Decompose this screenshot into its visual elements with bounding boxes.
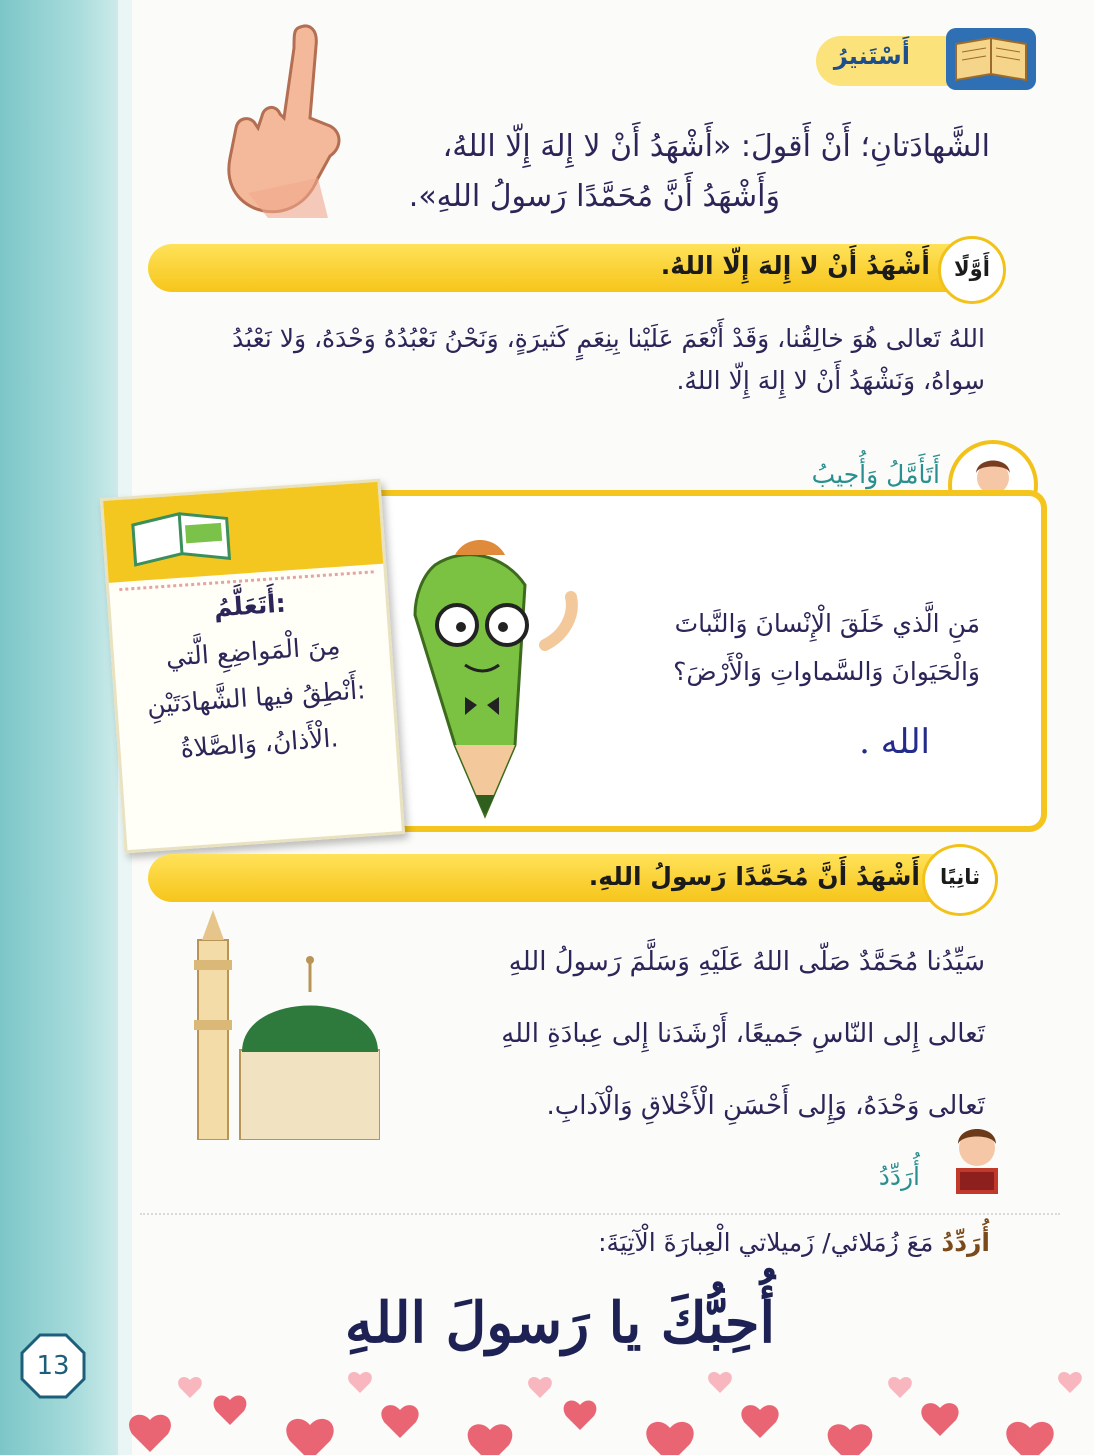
question-line-2: وَالْحَيَوانَ وَالسَّماواتِ وَالْأَرْضَ؟	[673, 657, 980, 686]
question-line-1: مَنِ الَّذي خَلَقَ الْإِنْسانَ وَالنَّباتَ	[674, 609, 980, 638]
section2-line-1: سَيِّدُنا مُحَمَّدٌ صَلّى اللهُ عَلَيْهِ وَسَلَّمَ رَسولُ اللهِ	[508, 947, 985, 977]
section1-paragraph: اللهُ تَعالى هُوَ خالِقُنا، وَقَدْ أَنْعَمَ عَلَيْنا بِنِعَمٍ كَثيرَةٍ، وَنَحْنُ نَعْبُدُهُ وَحْدَهُ، وَلا نَعْبُدُ سِواهُ، وَنَشْهَدُ أَنْ لا إِلهَ إِلّا اللهُ.	[232, 324, 985, 395]
arddid-instruction-rest: مَعَ زُمَلائي/ زَميلاتي الْعِبارَةَ الْآتِيَةَ:	[598, 1228, 942, 1257]
reading-boy-icon	[932, 1112, 1022, 1202]
note-line-2: أَنْطِقُ فيها الشَّهادَتَيْنِ:	[145, 675, 367, 720]
reading-boy-avatar	[932, 1112, 1022, 1202]
section1-badge: أَوَّلًا	[938, 236, 1006, 304]
pencil-character-icon	[395, 525, 595, 825]
open-book-icon	[123, 498, 238, 577]
section2-line-3: تَعالى وَحْدَهُ، وَإِلى أَحْسَنِ الْأَخْلاقِ وَالْآدابِ.	[546, 1091, 985, 1121]
section2-paragraph	[390, 926, 985, 1142]
note-text	[124, 574, 386, 775]
section2-line-2: تَعالى إِلى النّاسِ جَميعًا، أَرْشَدَنا إِلى عِبادَةِ اللهِ	[501, 1019, 985, 1049]
note-title: أَتَعَلَّمُ:	[212, 588, 287, 623]
shahadatan-line-1: الشَّهادَتانِ؛ أَنْ أَقولَ: «أَشْهَدُ أَنْ لا إِلهَ إِلّا اللهُ،	[442, 129, 990, 164]
note-line-1: مِنَ الْمَواضِعِ الَّتي	[164, 630, 342, 672]
arddid-label: أُرَدِّدُ	[878, 1162, 920, 1191]
section1-title: أَشْهَدُ أَنْ لا إِلهَ إِلّا اللهُ.	[660, 251, 930, 280]
section2-title: أَشْهَدُ أَنَّ مُحَمَّدًا رَسولُ اللهِ.	[588, 862, 920, 891]
ataamal-label: أَتَأَمَّلُ وَأُجيبُ	[811, 460, 940, 489]
istanir-label: أَسْتَنيرُ	[833, 42, 910, 70]
note-header	[103, 482, 383, 583]
hearts-border	[110, 1340, 1094, 1455]
learn-note-card	[100, 479, 405, 854]
arddid-instruction-bold: أُرَدِّدُ	[941, 1228, 990, 1257]
prophet-mosque-icon	[180, 900, 380, 1140]
love-prophet-phrase: أُحِبُّكَ يا رَسولَ اللهِ	[344, 1290, 776, 1356]
handwritten-answer: الله .	[859, 722, 930, 762]
dotted-separator	[140, 1213, 1060, 1215]
note-line-3: الْأَذانُ، وَالصَّلاةُ.	[179, 723, 340, 764]
question-text	[560, 600, 980, 696]
page-number-badge	[20, 1333, 86, 1399]
shahadatan-definition	[240, 122, 990, 222]
side-decoration-strip	[0, 0, 130, 1455]
shahadatan-line-2: وَأَشْهَدُ أَنَّ مُحَمَّدًا رَسولُ اللهِ».	[408, 179, 780, 214]
page-number: 13	[36, 1351, 70, 1381]
arddid-instruction	[470, 1228, 990, 1257]
section2-badge: ثانِيًا	[922, 844, 998, 916]
